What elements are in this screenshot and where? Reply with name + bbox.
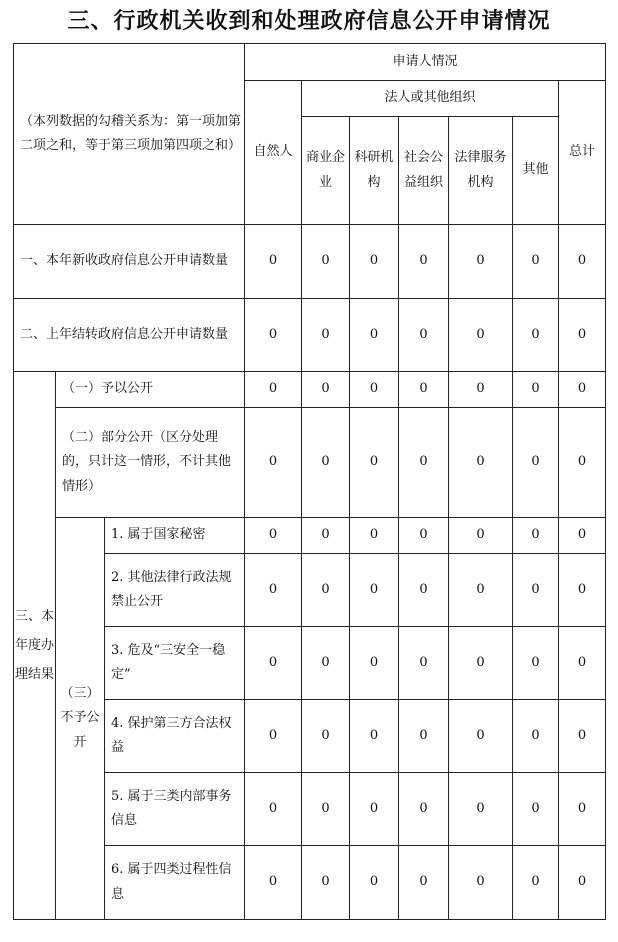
value-cell: 0 — [559, 773, 606, 846]
legal-org-header: 法人或其他组织 — [302, 81, 559, 117]
row-label: 2. 其他法律行政法规禁止公开 — [105, 554, 245, 627]
value-cell: 0 — [399, 372, 449, 408]
value-cell: 0 — [350, 846, 399, 920]
value-cell: 0 — [245, 299, 302, 372]
row-label: 6. 属于四类过程性信息 — [105, 846, 245, 920]
value-cell: 0 — [449, 225, 513, 299]
value-cell: 0 — [302, 627, 350, 700]
applicant-header: 申请人情况 — [245, 44, 606, 81]
value-cell: 0 — [399, 225, 449, 299]
value-cell: 0 — [513, 518, 559, 554]
value-cell: 0 — [513, 225, 559, 299]
commercial-header: 商业企业 — [302, 117, 350, 225]
research-header: 科研机构 — [350, 117, 399, 225]
value-cell: 0 — [513, 700, 559, 773]
value-cell: 0 — [399, 773, 449, 846]
natural-person-header: 自然人 — [245, 81, 302, 225]
table-row — [14, 225, 606, 299]
value-cell: 0 — [559, 372, 606, 408]
row-label: 一、本年新收政府信息公开申请数量 — [14, 225, 245, 299]
table-row — [14, 299, 606, 372]
value-cell: 0 — [399, 700, 449, 773]
value-cell: 0 — [559, 408, 606, 518]
value-cell: 0 — [302, 225, 350, 299]
value-cell: 0 — [302, 773, 350, 846]
page-title: 三、行政机关收到和处理政府信息公开申请情况 — [67, 9, 551, 34]
value-cell: 0 — [449, 372, 513, 408]
value-cell: 0 — [559, 518, 606, 554]
value-cell: 0 — [302, 846, 350, 920]
value-cell: 0 — [245, 554, 302, 627]
row-label: 4. 保护第三方合法权益 — [105, 700, 245, 773]
value-cell: 0 — [350, 627, 399, 700]
value-cell: 0 — [513, 627, 559, 700]
value-cell: 0 — [399, 518, 449, 554]
value-cell: 0 — [245, 846, 302, 920]
row-label: （一）予以公开 — [56, 372, 245, 408]
other-header: 其他 — [513, 117, 559, 225]
value-cell: 0 — [449, 518, 513, 554]
value-cell: 0 — [302, 554, 350, 627]
not-public-label: （三）不予公开 — [56, 518, 105, 920]
value-cell: 0 — [559, 846, 606, 920]
value-cell: 0 — [399, 846, 449, 920]
value-cell: 0 — [302, 518, 350, 554]
row-label: 3. 危及“三安全一稳定” — [105, 627, 245, 700]
table-row — [14, 372, 606, 408]
results-section-label: 三、本年度办理结果 — [14, 372, 56, 920]
value-cell: 0 — [350, 554, 399, 627]
value-cell: 0 — [513, 372, 559, 408]
application-status-table — [13, 43, 606, 920]
table-row — [14, 518, 606, 554]
value-cell: 0 — [449, 299, 513, 372]
value-cell: 0 — [513, 773, 559, 846]
value-cell: 0 — [449, 627, 513, 700]
value-cell: 0 — [399, 408, 449, 518]
value-cell: 0 — [245, 518, 302, 554]
total-header: 总计 — [559, 81, 606, 225]
social-header: 社会公益组织 — [399, 117, 449, 225]
value-cell: 0 — [399, 554, 449, 627]
value-cell: 0 — [513, 408, 559, 518]
value-cell: 0 — [449, 554, 513, 627]
value-cell: 0 — [449, 846, 513, 920]
value-cell: 0 — [245, 627, 302, 700]
value-cell: 0 — [350, 408, 399, 518]
value-cell: 0 — [513, 554, 559, 627]
value-cell: 0 — [559, 225, 606, 299]
value-cell: 0 — [302, 700, 350, 773]
row-label: 二、上年结转政府信息公开申请数量 — [14, 299, 245, 372]
value-cell: 0 — [245, 773, 302, 846]
value-cell: 0 — [449, 700, 513, 773]
value-cell: 0 — [449, 408, 513, 518]
row-label: 5. 属于三类内部事务信息 — [105, 773, 245, 846]
row-label: 1. 属于国家秘密 — [105, 518, 245, 554]
value-cell: 0 — [559, 700, 606, 773]
value-cell: 0 — [350, 518, 399, 554]
value-cell: 0 — [399, 627, 449, 700]
value-cell: 0 — [302, 372, 350, 408]
value-cell: 0 — [245, 225, 302, 299]
value-cell: 0 — [302, 408, 350, 518]
value-cell: 0 — [559, 554, 606, 627]
table-row — [14, 408, 606, 518]
value-cell: 0 — [350, 299, 399, 372]
value-cell: 0 — [449, 773, 513, 846]
value-cell: 0 — [245, 700, 302, 773]
value-cell: 0 — [302, 299, 350, 372]
value-cell: 0 — [559, 627, 606, 700]
value-cell: 0 — [350, 372, 399, 408]
value-cell: 0 — [559, 299, 606, 372]
value-cell: 0 — [245, 408, 302, 518]
legal-service-header: 法律服务机构 — [449, 117, 513, 225]
relationship-note: （本列数据的勾稽关系为：第一项加第二项之和，等于第三项加第四项之和） — [14, 44, 245, 225]
value-cell: 0 — [350, 773, 399, 846]
value-cell: 0 — [350, 225, 399, 299]
row-label: （二）部分公开（区分处理的，只计这一情形，不计其他情形） — [56, 408, 245, 518]
value-cell: 0 — [399, 299, 449, 372]
value-cell: 0 — [513, 846, 559, 920]
value-cell: 0 — [513, 299, 559, 372]
value-cell: 0 — [350, 700, 399, 773]
value-cell: 0 — [245, 372, 302, 408]
